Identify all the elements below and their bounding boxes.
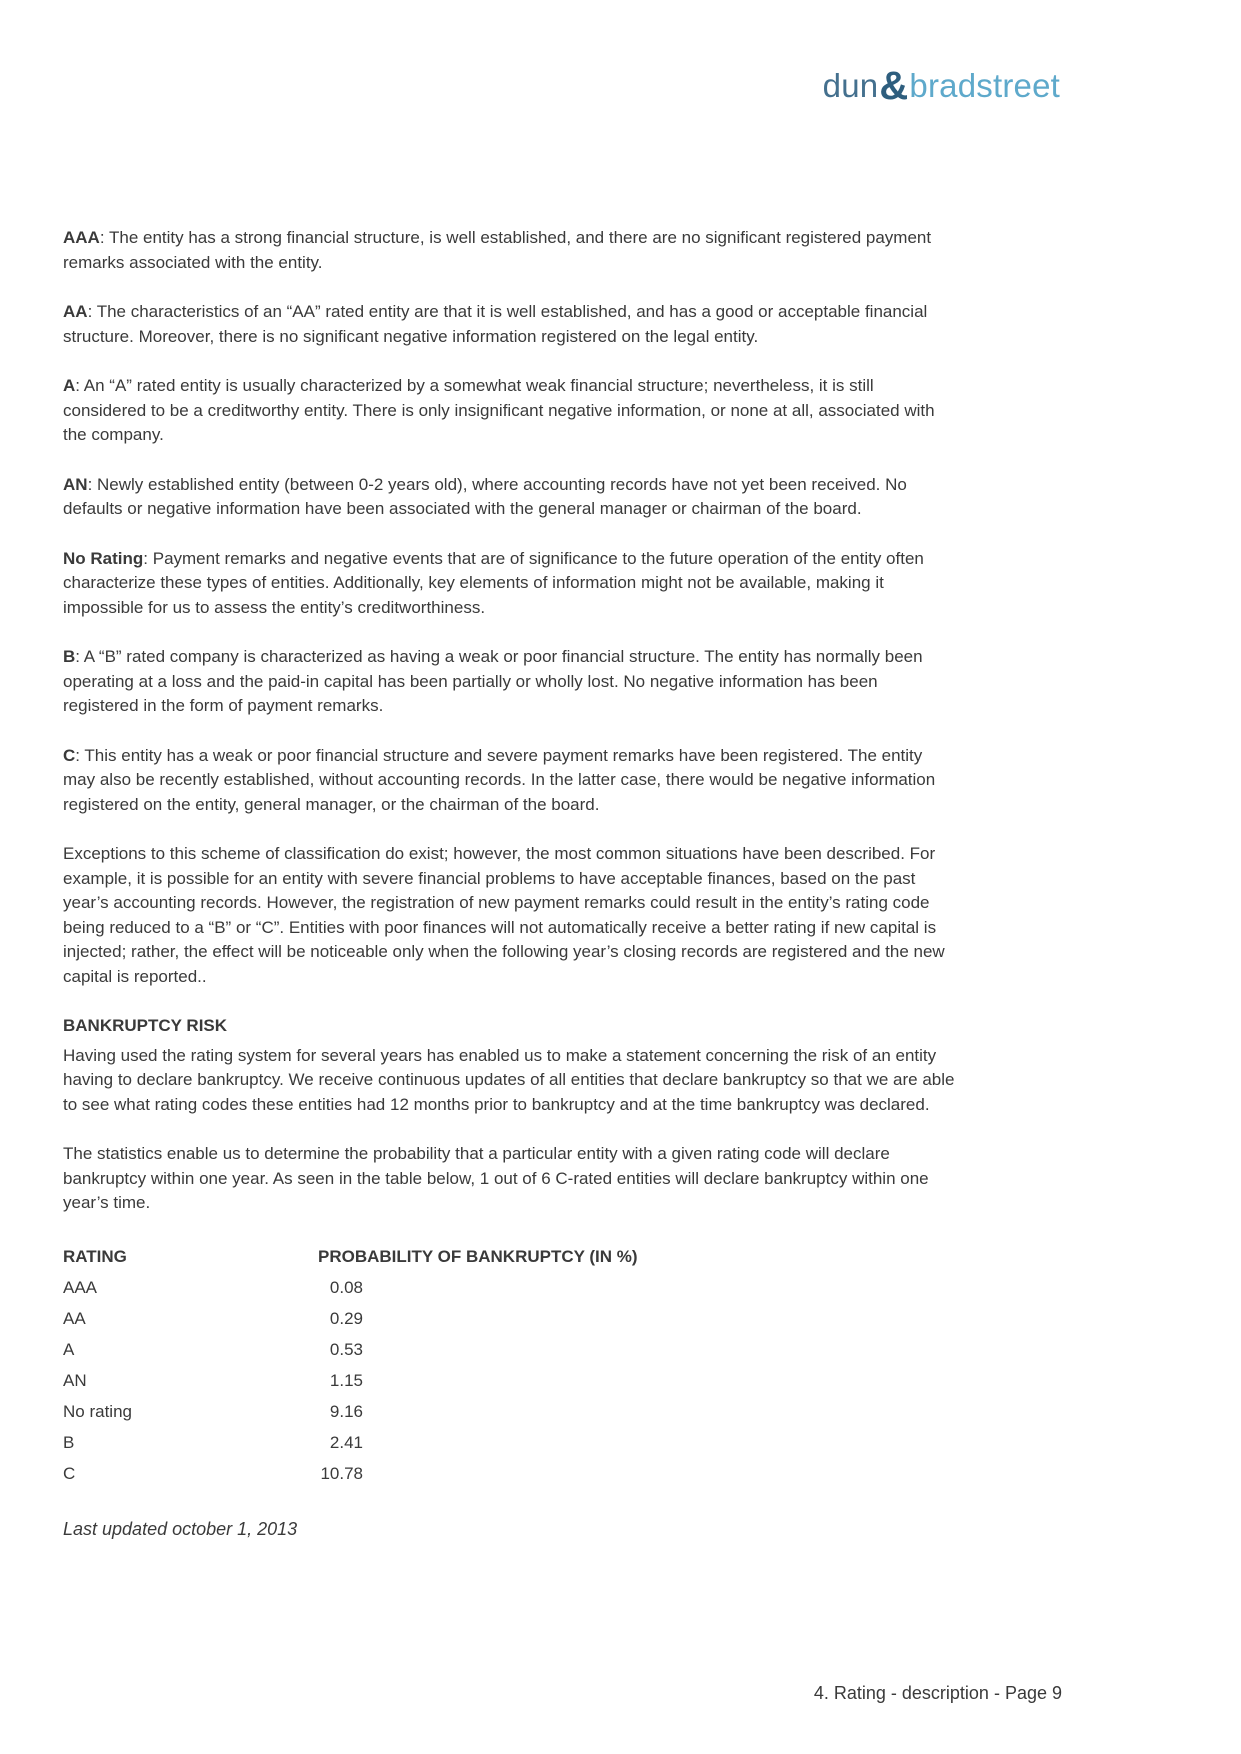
table-cell-rating: No rating <box>63 1401 132 1421</box>
rating-label-no-rating: No Rating <box>63 548 144 568</box>
rating-paragraph-an <box>63 473 955 522</box>
rating-paragraph-b <box>63 645 955 719</box>
rating-label-aa: AA <box>63 302 88 321</box>
rating-label-c: C <box>63 745 76 765</box>
dun-bradstreet-logo <box>823 64 1060 106</box>
logo-ampersand-icon: & <box>879 64 909 108</box>
table-cell-probability: 0.53 <box>329 1339 363 1359</box>
table-cell-rating: C <box>63 1463 76 1483</box>
table-cell-rating: AAA <box>63 1277 98 1297</box>
rating-paragraph-c <box>63 744 955 818</box>
logo-text-bradstreet: bradstreet <box>909 67 1060 104</box>
table-row-aaa <box>63 1272 955 1303</box>
table-row-aa <box>63 1303 955 1334</box>
bankruptcy-paragraph-1: Having used the rating system for several years has enabled us to make a statement concerning the risk of an entity having to declare bankruptcy. We receive continuous updates of all entities that declare bankruptcy so that we are able to see what rating codes these entities had 12 months prior to bankruptcy and at the time bankruptcy was declared. <box>63 1045 955 1114</box>
rating-label-an: AN <box>63 474 88 494</box>
table-row-b <box>63 1427 955 1458</box>
rating-label-a: A <box>63 376 76 395</box>
table-cell-rating: A <box>63 1339 75 1359</box>
rating-paragraph-aaa <box>63 226 955 275</box>
rating-paragraph-aa <box>63 300 955 349</box>
table-header-probability: PROBABILITY OF BANKRUPTCY (IN %) <box>318 1246 638 1266</box>
table-cell-probability: 10.78 <box>320 1463 363 1483</box>
rating-text-no-rating: : Payment remarks and negative events that are of significance to the future operation of the entity often characterize these types of entities. Additionally, key elements of information might not be available, making it impossible for us to assess the entity’s creditworthiness. <box>63 548 924 617</box>
table-cell-rating: AA <box>63 1308 86 1328</box>
table-row-an <box>63 1365 955 1396</box>
table-cell-probability: 1.15 <box>329 1370 363 1390</box>
bankruptcy-paragraph-2: The statistics enable us to determine the probability that a particular entity with a given rating code will declare bankruptcy within one year. As seen in the table below, 1 out of 6 C-rated entities will declare bankruptcy within one year’s time. <box>63 1144 929 1212</box>
rating-paragraph-no-rating <box>63 547 955 621</box>
table-row-a <box>63 1334 955 1365</box>
rating-text-b: : A “B” rated company is characterized as having a weak or poor financial structure. The entity has normally been operating at a loss and the paid-in capital has been partially or wholly lost. No negative information has been registered in the form of payment remarks. <box>63 647 923 715</box>
page-body <box>63 226 955 1541</box>
table-row-no-rating <box>63 1396 955 1427</box>
rating-text-a: : An “A” rated entity is usually characterized by a somewhat weak financial structure; nevertheless, it is still considered to be a creditworthy entity. There is only insignificant negative information, or none at all, associated with the company. <box>63 376 935 444</box>
rating-label-b: B <box>63 647 76 666</box>
table-cell-rating: B <box>63 1432 75 1452</box>
rating-paragraph-a <box>63 374 955 448</box>
page-footer: 4. Rating - description - Page 9 <box>813 1683 1062 1703</box>
rating-text-c: : This entity has a weak or poor financial structure and severe payment remarks have been registered. The entity may also be recently established, without accounting records. In the latter case, there would be negative information registered on the entity, general manager, or the chairman of the board. <box>63 745 936 814</box>
rating-label-aaa: AAA <box>63 228 100 247</box>
rating-text-an: : Newly established entity (between 0-2 years old), where accounting records have not yet been received. No defaults or negative information have been associated with the general manager or chairman of the board. <box>63 474 907 518</box>
probability-table <box>63 1241 955 1489</box>
table-row-c <box>63 1458 955 1489</box>
rating-text-aa: : The characteristics of an “AA” rated entity are that it is well established, and has a good or acceptable financial structure. Moreover, there is no significant negative information registered on the legal entity. <box>63 302 928 346</box>
table-cell-rating: AN <box>63 1370 87 1390</box>
logo-text-dun: dun <box>822 67 879 104</box>
rating-text-aaa: : The entity has a strong financial structure, is well established, and there are no significant registered payment remarks associated with the entity. <box>63 228 932 272</box>
table-cell-probability: 9.16 <box>329 1401 363 1421</box>
table-cell-probability: 0.08 <box>329 1277 363 1297</box>
exceptions-paragraph: Exceptions to this scheme of classification do exist; however, the most common situations have been described. For example, it is possible for an entity with severe financial problems to have acceptable finances, based on the past year’s accounting records. However, the registration of new payment remarks could result in the entity’s rating code being reduced to a “B” or “C”. Entities with poor finances will not automatically receive a better rating if new capital is injected; rather, the effect will be noticeable only when the following year’s closing records are registered and the new capital is reported.. <box>63 844 945 986</box>
last-updated-note: Last updated october 1, 2013 <box>63 1518 298 1539</box>
table-cell-probability: 0.29 <box>329 1308 363 1328</box>
table-cell-probability: 2.41 <box>329 1432 363 1452</box>
table-header-row <box>63 1241 955 1272</box>
table-header-rating: RATING <box>63 1246 127 1266</box>
bankruptcy-risk-heading: BANKRUPTCY RISK <box>63 1016 228 1035</box>
